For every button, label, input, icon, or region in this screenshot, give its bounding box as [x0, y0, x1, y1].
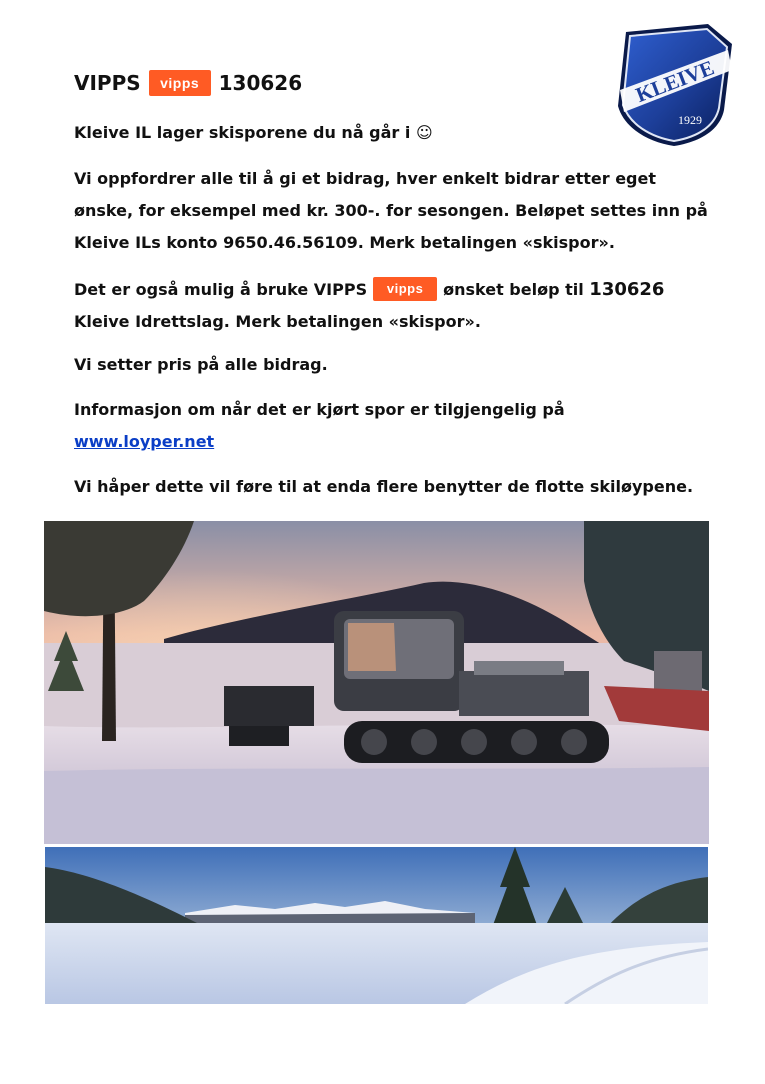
vipps-number: 130626: [589, 279, 665, 300]
vipps-logo: vipps: [149, 70, 211, 96]
logo-year: 1929: [678, 113, 702, 127]
paragraph-intro: Kleive IL lager skisporene du nå går i ☺: [74, 123, 433, 142]
logo-text: KLEIVE: [632, 55, 718, 108]
heading-number: 130626: [218, 71, 303, 95]
heading-prefix: VIPPS: [74, 71, 141, 95]
loyper-link[interactable]: www.loyper.net: [74, 432, 215, 451]
winter-lake-photo: [45, 847, 708, 1004]
vipps-logo-inline: vipps: [373, 277, 437, 301]
paragraph-closing: Vi håper dette vil føre til at enda flere benytter de flotte skiløypene.: [74, 477, 694, 496]
page-heading: [74, 70, 302, 96]
paragraph-vipps: Det er også mulig å bruke VIPPS vipps ønsket beløp til 130626 Kleive Idrettslag. Merk betalingen «skispor».: [74, 279, 665, 331]
paragraph-donation: Vi oppfordrer alle til å gi et bidrag, hver enkelt bidrar etter eget ønske, for eksempel med kr. 300-. for sesongen. Beløpet settes inn på Kleive ILs konto 9650.46.56109. Merk betalingen «skispor».: [74, 169, 708, 252]
paragraph-thanks: Vi setter pris på alle bidrag.: [74, 355, 328, 374]
paragraph-info: Informasjon om når det er kjørt spor er tilgjengelig på www.loyper.net: [74, 400, 565, 451]
snow-groomer-photo: [44, 521, 709, 844]
